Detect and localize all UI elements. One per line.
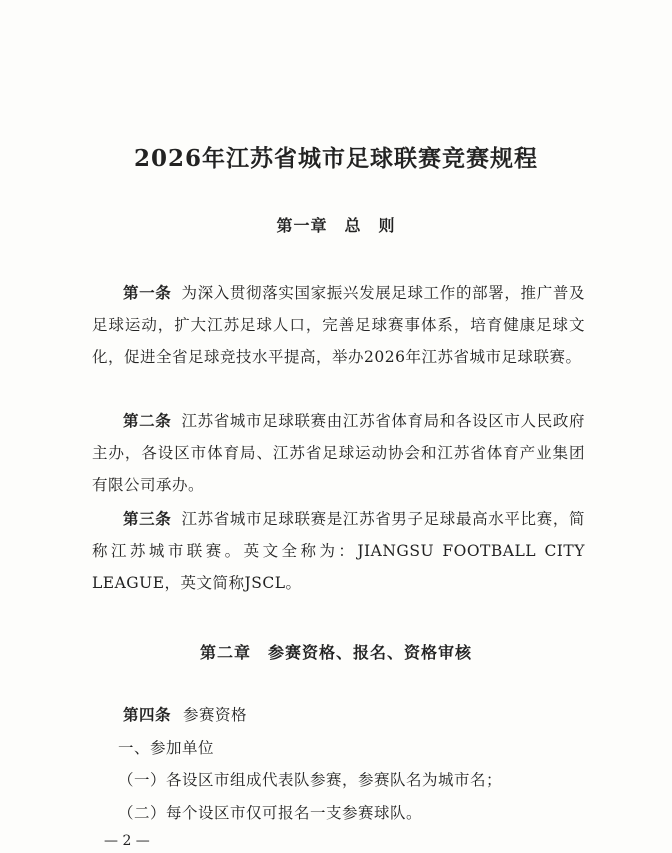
item-1: 一、参加单位: [118, 739, 215, 757]
article-4: [92, 703, 585, 725]
article-4-label: 第四条: [123, 705, 172, 724]
article-1-label: 第一条: [123, 283, 172, 302]
article-3-text: 江苏省城市足球联赛是江苏省男子足球最高水平比赛，简称江苏城市联赛。英文全称为：JIANGSU FOOTBALL CITY LEAGUE，英文简称JSCL。: [92, 510, 585, 592]
chapter-1-heading: 第一章 总 则: [276, 216, 396, 235]
page-number: — 2 —: [104, 833, 150, 849]
article-3: [92, 503, 585, 599]
item-1-1: （一）各设区市组成代表队参赛，参赛队名为城市名；: [118, 771, 503, 789]
article-1-text: 为深入贯彻落实国家振兴发展足球工作的部署，推广普及足球运动，扩大江苏足球人口，完善足球赛事体系，培育健康足球文化，促进全省足球竞技水平提高，举办2026年江苏省城市足球联赛。: [92, 284, 585, 366]
article-2: [92, 405, 585, 501]
item-1-2: （二）每个设区市仅可报名一支参赛球队。: [118, 804, 423, 822]
article-2-label: 第二条: [123, 411, 172, 430]
article-2-text: 江苏省城市足球联赛由江苏省体育局和各设区市人民政府主办，各设区市体育局、江苏省足球运动协会和江苏省体育产业集团有限公司承办。: [92, 412, 585, 494]
article-1: [92, 277, 585, 373]
article-4-text: 参赛资格: [183, 706, 248, 724]
article-3-label: 第三条: [123, 509, 172, 528]
document-title: 2026年江苏省城市足球联赛竞赛规程: [133, 145, 538, 172]
chapter-2-heading: 第二章 参赛资格、报名、资格审核: [199, 643, 472, 662]
